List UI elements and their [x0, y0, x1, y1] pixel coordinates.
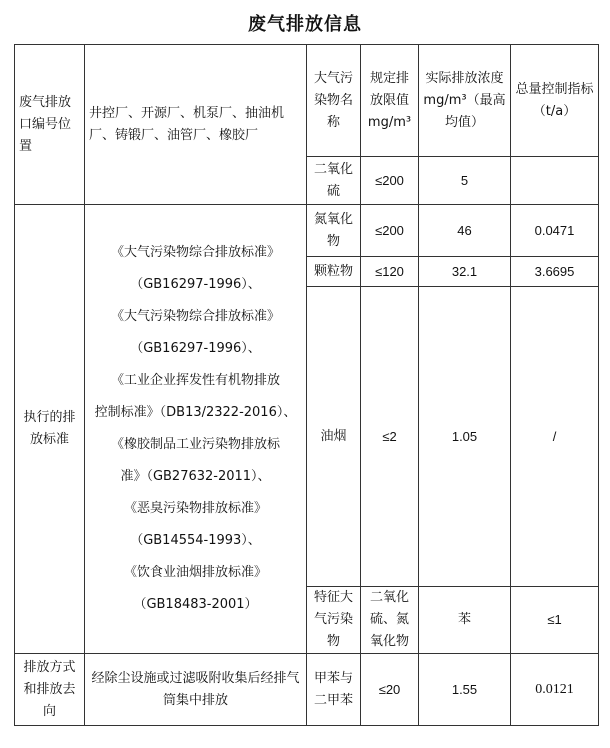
standard-label-text: 执行的排放标准	[23, 410, 76, 447]
standard-line: （GB14554-1993）、	[130, 533, 261, 548]
pollutant-name: 油烟	[307, 287, 361, 587]
discharge-value: 经除尘设施或过滤吸附收集后经排气筒集中排放	[85, 654, 307, 726]
pollutant-name-header: 大气污染物名称	[307, 45, 361, 157]
pollutant-name: 氮氧化物	[307, 205, 361, 257]
total-value: /	[511, 287, 599, 587]
standard-label	[15, 205, 85, 654]
factory-list: 井控厂、开源厂、机泵厂、抽油机厂、铸锻厂、油管厂、橡胶厂	[85, 45, 307, 205]
feature-label: 特征大气污染物	[307, 587, 361, 654]
standard-line: 《大气污染物综合排放标准》	[110, 245, 280, 260]
actual-value: 5	[419, 157, 511, 205]
limit-value: ≤2	[361, 287, 419, 587]
total-value: 0.0471	[511, 205, 599, 257]
standard-line: （GB16297-1996）、	[130, 277, 261, 292]
standard-line: 《饮食业油烟排放标准》	[123, 565, 267, 580]
actual-header: 实际排放浓度 mg/m³（最高均值）	[419, 45, 511, 157]
total-value: 0.0121	[511, 654, 599, 726]
feature-value: 二氧化硫、氮氧化物	[361, 587, 419, 654]
limit-value: ≤20	[361, 654, 419, 726]
pollutant-name: 颗粒物	[307, 257, 361, 287]
total-value	[511, 157, 599, 205]
limit-value: ≤120	[361, 257, 419, 287]
emission-table	[14, 44, 599, 726]
table-row	[15, 205, 599, 257]
standard-line: （GB18483-2001）	[133, 597, 258, 612]
discharge-label: 排放方式和排放去向	[15, 654, 85, 726]
actual-value: 46	[419, 205, 511, 257]
pollutant-name: 甲苯与二甲苯	[307, 654, 361, 726]
header-row	[15, 45, 599, 157]
standard-line: 《恶臭污染物排放标准》	[123, 501, 267, 516]
pollutant-name: 二氧化硫	[307, 157, 361, 205]
standard-line: 《橡胶制品工业污染物排放标	[110, 437, 280, 452]
outlet-label: 废气排放口编号位置	[15, 45, 85, 205]
standard-list	[85, 205, 307, 654]
actual-value: 1.05	[419, 287, 511, 587]
table-row	[15, 654, 599, 726]
page-title: 废气排放信息	[248, 14, 362, 35]
standard-line: 控制标准》（DB13/2322-2016）、	[94, 405, 297, 420]
actual-value: 1.55	[419, 654, 511, 726]
pollutant-name: 苯	[419, 587, 511, 654]
standard-line: 《大气污染物综合排放标准》	[110, 309, 280, 324]
limit-header-text: 规定排放限值mg/m³	[367, 70, 412, 130]
limit-value: ≤200	[361, 157, 419, 205]
total-header: 总量控制指标（t/a）	[511, 45, 599, 157]
standard-line: 《工业企业挥发性有机物排放	[110, 373, 280, 388]
actual-value: 32.1	[419, 257, 511, 287]
limit-header	[361, 45, 419, 157]
standard-line: （GB16297-1996）、	[130, 341, 261, 356]
limit-value: ≤200	[361, 205, 419, 257]
limit-value: ≤1	[511, 587, 599, 654]
standard-line: 准》（GB27632-2011）、	[120, 469, 271, 484]
total-value: 3.6695	[511, 257, 599, 287]
